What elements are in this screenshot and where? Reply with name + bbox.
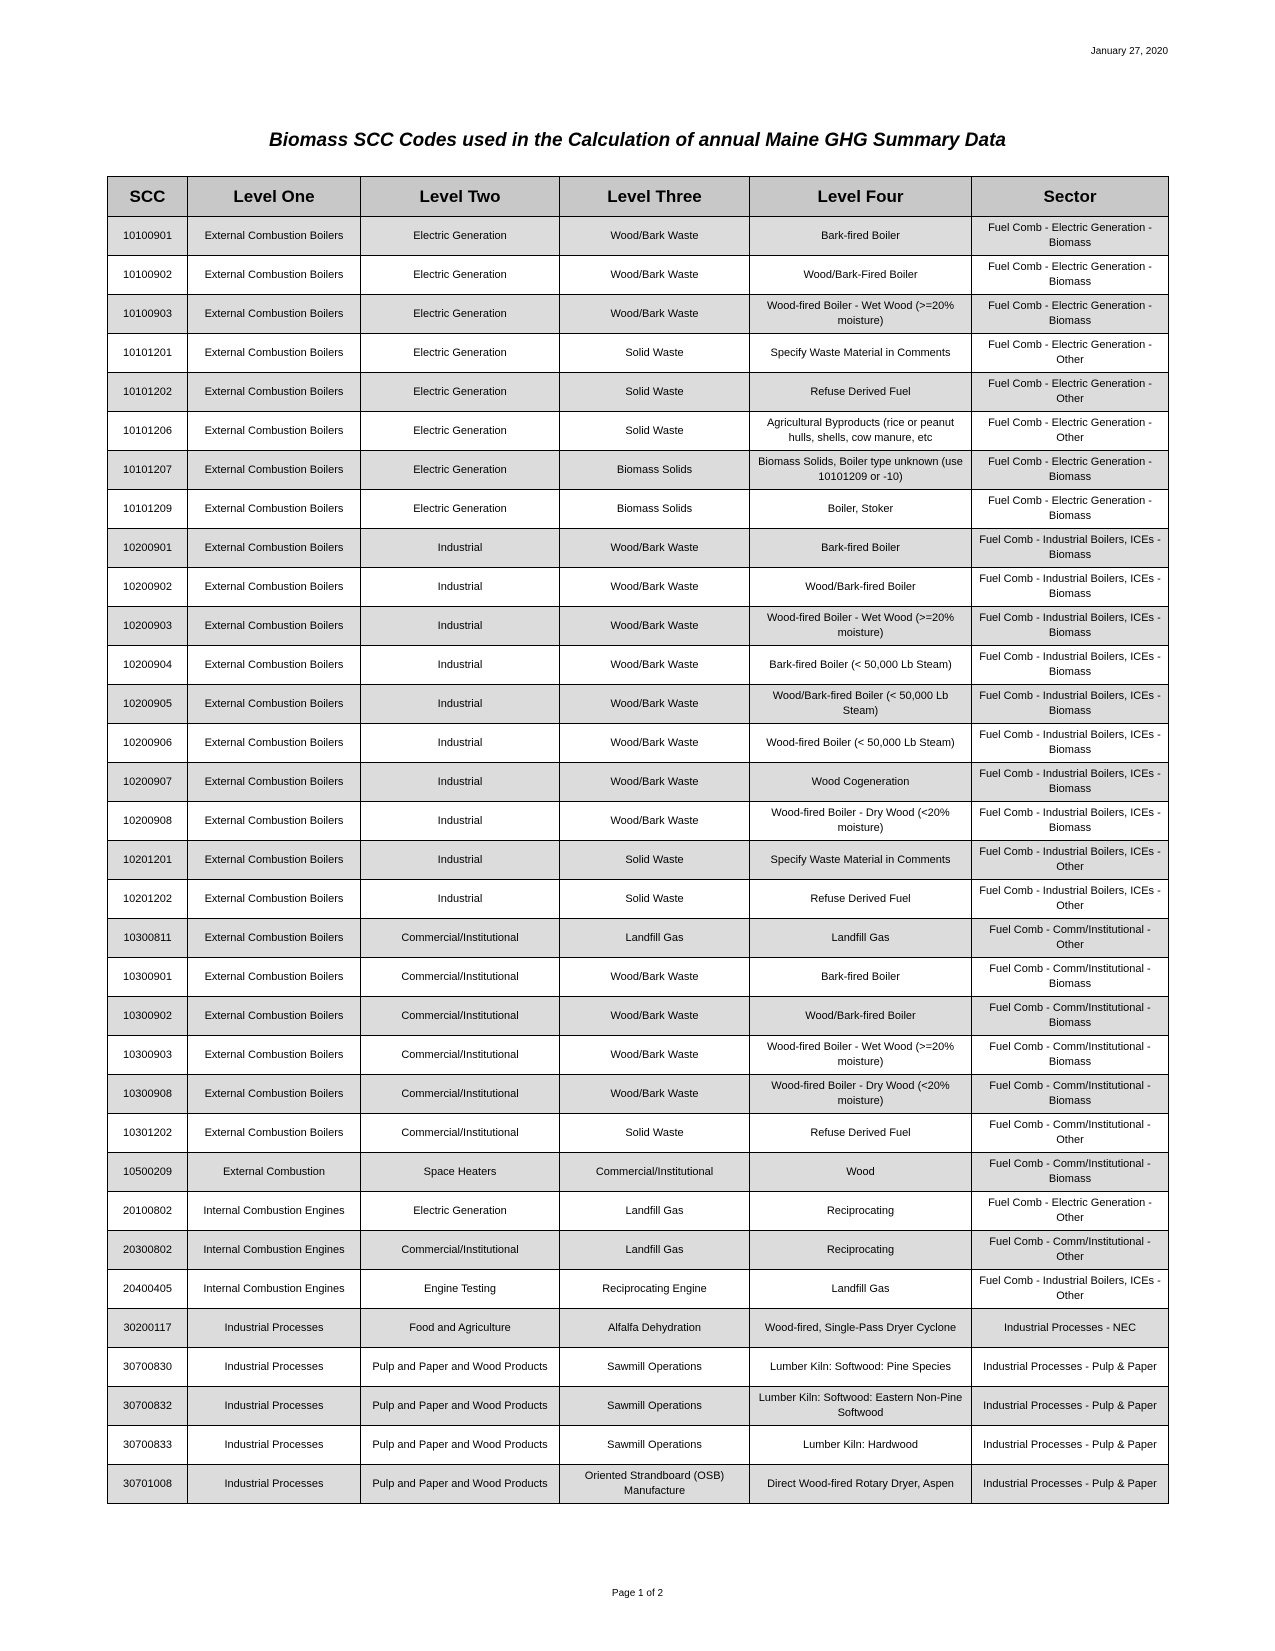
cell-level-one: External Combustion Boilers [188, 685, 361, 724]
cell-level-one: Industrial Processes [188, 1348, 361, 1387]
cell-level-three: Wood/Bark Waste [560, 763, 750, 802]
table-row [108, 412, 1169, 451]
cell-level-three: Wood/Bark Waste [560, 958, 750, 997]
table-row [108, 1036, 1169, 1075]
cell-sector: Fuel Comb - Comm/Institutional - Other [972, 919, 1169, 958]
cell-sector: Fuel Comb - Industrial Boilers, ICEs - Biomass [972, 646, 1169, 685]
table-row [108, 490, 1169, 529]
cell-level-two: Pulp and Paper and Wood Products [361, 1387, 560, 1426]
cell-scc: 10200905 [108, 685, 188, 724]
cell-scc: 10300903 [108, 1036, 188, 1075]
cell-level-one: External Combustion Boilers [188, 412, 361, 451]
cell-level-two: Industrial [361, 607, 560, 646]
cell-scc: 10201201 [108, 841, 188, 880]
cell-level-four: Wood/Bark-fired Boiler (< 50,000 Lb Steam) [750, 685, 972, 724]
cell-scc: 20100802 [108, 1192, 188, 1231]
cell-sector: Fuel Comb - Industrial Boilers, ICEs - Other [972, 841, 1169, 880]
cell-level-four: Specify Waste Material in Comments [750, 841, 972, 880]
cell-level-four: Wood/Bark-fired Boiler [750, 568, 972, 607]
cell-level-four: Wood [750, 1153, 972, 1192]
cell-level-three: Wood/Bark Waste [560, 256, 750, 295]
cell-sector: Fuel Comb - Industrial Boilers, ICEs - Biomass [972, 607, 1169, 646]
cell-level-one: Internal Combustion Engines [188, 1192, 361, 1231]
cell-scc: 10201202 [108, 880, 188, 919]
cell-level-four: Refuse Derived Fuel [750, 1114, 972, 1153]
cell-sector: Fuel Comb - Electric Generation - Biomass [972, 490, 1169, 529]
cell-level-three: Wood/Bark Waste [560, 1075, 750, 1114]
table-row [108, 841, 1169, 880]
cell-level-four: Landfill Gas [750, 1270, 972, 1309]
cell-scc: 10100903 [108, 295, 188, 334]
column-header-level-four: Level Four [750, 177, 972, 217]
cell-level-one: External Combustion Boilers [188, 451, 361, 490]
cell-level-two: Industrial [361, 763, 560, 802]
cell-level-one: Industrial Processes [188, 1309, 361, 1348]
cell-level-one: External Combustion Boilers [188, 334, 361, 373]
cell-level-two: Industrial [361, 529, 560, 568]
table-row [108, 880, 1169, 919]
cell-scc: 10101206 [108, 412, 188, 451]
page-title: Biomass SCC Codes used in the Calculation of annual Maine GHG Summary Data [269, 130, 1006, 151]
cell-level-three: Sawmill Operations [560, 1348, 750, 1387]
table-row [108, 568, 1169, 607]
cell-level-three: Wood/Bark Waste [560, 724, 750, 763]
cell-level-two: Engine Testing [361, 1270, 560, 1309]
cell-sector: Fuel Comb - Industrial Boilers, ICEs - Other [972, 1270, 1169, 1309]
cell-level-three: Solid Waste [560, 841, 750, 880]
cell-level-four: Wood-fired Boiler - Wet Wood (>=20% moisture) [750, 607, 972, 646]
cell-scc: 10200903 [108, 607, 188, 646]
cell-sector: Fuel Comb - Industrial Boilers, ICEs - Other [972, 880, 1169, 919]
cell-sector: Fuel Comb - Comm/Institutional - Biomass [972, 958, 1169, 997]
cell-sector: Industrial Processes - Pulp & Paper [972, 1426, 1169, 1465]
cell-sector: Fuel Comb - Comm/Institutional - Biomass [972, 1036, 1169, 1075]
table-row [108, 646, 1169, 685]
cell-level-two: Industrial [361, 724, 560, 763]
page-number: Page 1 of 2 [611, 1588, 664, 1599]
cell-scc: 10101207 [108, 451, 188, 490]
table-row [108, 1348, 1169, 1387]
cell-scc: 10200902 [108, 568, 188, 607]
cell-level-two: Industrial [361, 685, 560, 724]
table-row [108, 958, 1169, 997]
cell-level-one: Industrial Processes [188, 1426, 361, 1465]
cell-scc: 30700830 [108, 1348, 188, 1387]
cell-level-two: Pulp and Paper and Wood Products [361, 1426, 560, 1465]
cell-level-four: Lumber Kiln: Softwood: Eastern Non-Pine Softwood [750, 1387, 972, 1426]
cell-scc: 10200907 [108, 763, 188, 802]
cell-level-four: Wood-fired Boiler - Wet Wood (>=20% moisture) [750, 1036, 972, 1075]
cell-level-three: Oriented Strandboard (OSB) Manufacture [560, 1465, 750, 1504]
table-row [108, 919, 1169, 958]
cell-sector: Fuel Comb - Electric Generation - Other [972, 373, 1169, 412]
cell-level-two: Commercial/Institutional [361, 958, 560, 997]
cell-level-four: Bark-fired Boiler (< 50,000 Lb Steam) [750, 646, 972, 685]
cell-level-one: Industrial Processes [188, 1387, 361, 1426]
cell-scc: 10200908 [108, 802, 188, 841]
cell-level-one: External Combustion Boilers [188, 1114, 361, 1153]
cell-scc: 30700833 [108, 1426, 188, 1465]
table-row [108, 763, 1169, 802]
table-row [108, 256, 1169, 295]
cell-level-one: External Combustion Boilers [188, 568, 361, 607]
cell-level-three: Wood/Bark Waste [560, 295, 750, 334]
cell-sector: Industrial Processes - Pulp & Paper [972, 1465, 1169, 1504]
table-row [108, 1270, 1169, 1309]
cell-sector: Fuel Comb - Comm/Institutional - Biomass [972, 1075, 1169, 1114]
cell-scc: 10200904 [108, 646, 188, 685]
cell-level-one: External Combustion Boilers [188, 1075, 361, 1114]
cell-level-two: Electric Generation [361, 451, 560, 490]
cell-level-four: Refuse Derived Fuel [750, 373, 972, 412]
cell-level-one: External Combustion Boilers [188, 217, 361, 256]
cell-level-one: External Combustion Boilers [188, 373, 361, 412]
document-date: January 27, 2020 [1090, 46, 1168, 57]
cell-level-one: External Combustion Boilers [188, 607, 361, 646]
cell-level-three: Wood/Bark Waste [560, 529, 750, 568]
cell-level-two: Pulp and Paper and Wood Products [361, 1465, 560, 1504]
table-row [108, 997, 1169, 1036]
cell-level-four: Bark-fired Boiler [750, 529, 972, 568]
cell-sector: Fuel Comb - Comm/Institutional - Biomass [972, 997, 1169, 1036]
cell-level-one: External Combustion Boilers [188, 295, 361, 334]
cell-level-one: External Combustion Boilers [188, 529, 361, 568]
cell-level-two: Electric Generation [361, 334, 560, 373]
cell-scc: 10300901 [108, 958, 188, 997]
table-row [108, 1153, 1169, 1192]
cell-scc: 30700832 [108, 1387, 188, 1426]
column-header-scc: SCC [108, 177, 188, 217]
cell-level-four: Lumber Kiln: Hardwood [750, 1426, 972, 1465]
cell-level-four: Direct Wood-fired Rotary Dryer, Aspen [750, 1465, 972, 1504]
cell-level-four: Wood-fired Boiler - Dry Wood (<20% moisture) [750, 1075, 972, 1114]
cell-sector: Fuel Comb - Electric Generation - Biomass [972, 217, 1169, 256]
cell-scc: 10300811 [108, 919, 188, 958]
cell-scc: 10300902 [108, 997, 188, 1036]
cell-level-one: External Combustion [188, 1153, 361, 1192]
cell-level-three: Alfalfa Dehydration [560, 1309, 750, 1348]
cell-level-two: Food and Agriculture [361, 1309, 560, 1348]
cell-level-two: Commercial/Institutional [361, 919, 560, 958]
cell-level-three: Commercial/Institutional [560, 1153, 750, 1192]
cell-level-two: Commercial/Institutional [361, 1231, 560, 1270]
cell-level-one: External Combustion Boilers [188, 802, 361, 841]
cell-scc: 10500209 [108, 1153, 188, 1192]
cell-level-two: Electric Generation [361, 256, 560, 295]
cell-sector: Industrial Processes - Pulp & Paper [972, 1387, 1169, 1426]
cell-level-two: Commercial/Institutional [361, 1036, 560, 1075]
column-header-level-one: Level One [188, 177, 361, 217]
cell-level-one: External Combustion Boilers [188, 997, 361, 1036]
table-row [108, 1426, 1169, 1465]
cell-level-two: Electric Generation [361, 490, 560, 529]
table-row [108, 1075, 1169, 1114]
cell-level-three: Wood/Bark Waste [560, 646, 750, 685]
cell-level-three: Solid Waste [560, 373, 750, 412]
cell-level-two: Commercial/Institutional [361, 1114, 560, 1153]
cell-scc: 10200901 [108, 529, 188, 568]
table-row [108, 217, 1169, 256]
cell-level-one: External Combustion Boilers [188, 256, 361, 295]
cell-level-three: Solid Waste [560, 1114, 750, 1153]
cell-level-two: Industrial [361, 841, 560, 880]
cell-level-two: Industrial [361, 646, 560, 685]
cell-level-four: Landfill Gas [750, 919, 972, 958]
cell-scc: 20300802 [108, 1231, 188, 1270]
cell-level-four: Bark-fired Boiler [750, 958, 972, 997]
cell-sector: Fuel Comb - Industrial Boilers, ICEs - Biomass [972, 529, 1169, 568]
cell-level-three: Reciprocating Engine [560, 1270, 750, 1309]
cell-level-four: Wood Cogeneration [750, 763, 972, 802]
cell-level-one: Industrial Processes [188, 1465, 361, 1504]
cell-level-one: External Combustion Boilers [188, 724, 361, 763]
cell-level-one: External Combustion Boilers [188, 1036, 361, 1075]
cell-level-three: Wood/Bark Waste [560, 802, 750, 841]
cell-scc: 10101201 [108, 334, 188, 373]
table-row [108, 1465, 1169, 1504]
cell-level-three: Sawmill Operations [560, 1387, 750, 1426]
cell-sector: Fuel Comb - Comm/Institutional - Biomass [972, 1153, 1169, 1192]
cell-level-two: Space Heaters [361, 1153, 560, 1192]
cell-scc: 10101202 [108, 373, 188, 412]
cell-sector: Fuel Comb - Electric Generation - Biomass [972, 451, 1169, 490]
cell-sector: Fuel Comb - Industrial Boilers, ICEs - Biomass [972, 724, 1169, 763]
column-header-level-three: Level Three [560, 177, 750, 217]
cell-level-three: Sawmill Operations [560, 1426, 750, 1465]
cell-scc: 10100901 [108, 217, 188, 256]
cell-scc: 10301202 [108, 1114, 188, 1153]
cell-sector: Fuel Comb - Industrial Boilers, ICEs - Biomass [972, 763, 1169, 802]
cell-level-two: Electric Generation [361, 295, 560, 334]
cell-level-four: Wood-fired, Single-Pass Dryer Cyclone [750, 1309, 972, 1348]
cell-level-four: Wood-fired Boiler - Dry Wood (<20% moisture) [750, 802, 972, 841]
cell-level-two: Commercial/Institutional [361, 997, 560, 1036]
cell-scc: 10100902 [108, 256, 188, 295]
cell-sector: Fuel Comb - Comm/Institutional - Other [972, 1114, 1169, 1153]
cell-sector: Fuel Comb - Electric Generation - Other [972, 1192, 1169, 1231]
cell-level-four: Lumber Kiln: Softwood: Pine Species [750, 1348, 972, 1387]
cell-level-two: Electric Generation [361, 373, 560, 412]
cell-level-four: Reciprocating [750, 1231, 972, 1270]
cell-level-one: External Combustion Boilers [188, 919, 361, 958]
cell-level-three: Wood/Bark Waste [560, 217, 750, 256]
table-row [108, 1114, 1169, 1153]
table-row [108, 1192, 1169, 1231]
cell-level-three: Biomass Solids [560, 490, 750, 529]
cell-level-two: Electric Generation [361, 412, 560, 451]
cell-level-three: Biomass Solids [560, 451, 750, 490]
cell-level-one: External Combustion Boilers [188, 646, 361, 685]
cell-level-two: Pulp and Paper and Wood Products [361, 1348, 560, 1387]
table-header-row [108, 177, 1169, 217]
cell-level-one: External Combustion Boilers [188, 841, 361, 880]
cell-level-three: Wood/Bark Waste [560, 568, 750, 607]
cell-level-three: Wood/Bark Waste [560, 997, 750, 1036]
cell-level-two: Industrial [361, 568, 560, 607]
cell-scc: 30200117 [108, 1309, 188, 1348]
table-row [108, 529, 1169, 568]
cell-level-four: Wood-fired Boiler - Wet Wood (>=20% moisture) [750, 295, 972, 334]
table-row [108, 685, 1169, 724]
table-row [108, 724, 1169, 763]
cell-level-four: Wood/Bark-fired Boiler [750, 997, 972, 1036]
cell-level-one: Internal Combustion Engines [188, 1270, 361, 1309]
table-row [108, 451, 1169, 490]
cell-sector: Fuel Comb - Electric Generation - Biomass [972, 256, 1169, 295]
cell-sector: Fuel Comb - Electric Generation - Other [972, 334, 1169, 373]
cell-level-three: Solid Waste [560, 412, 750, 451]
cell-level-two: Industrial [361, 880, 560, 919]
cell-level-two: Industrial [361, 802, 560, 841]
cell-level-three: Landfill Gas [560, 1192, 750, 1231]
cell-level-four: Refuse Derived Fuel [750, 880, 972, 919]
cell-level-one: External Combustion Boilers [188, 490, 361, 529]
cell-level-two: Commercial/Institutional [361, 1075, 560, 1114]
cell-level-four: Specify Waste Material in Comments [750, 334, 972, 373]
scc-table [107, 176, 1169, 1504]
cell-sector: Fuel Comb - Industrial Boilers, ICEs - Biomass [972, 802, 1169, 841]
cell-scc: 10200906 [108, 724, 188, 763]
table-row [108, 802, 1169, 841]
table-row [108, 1309, 1169, 1348]
cell-level-three: Landfill Gas [560, 1231, 750, 1270]
cell-level-three: Landfill Gas [560, 919, 750, 958]
cell-level-four: Biomass Solids, Boiler type unknown (use 10101209 or -10) [750, 451, 972, 490]
cell-sector: Fuel Comb - Electric Generation - Other [972, 412, 1169, 451]
cell-level-four: Boiler, Stoker [750, 490, 972, 529]
cell-level-three: Wood/Bark Waste [560, 607, 750, 646]
cell-level-three: Solid Waste [560, 880, 750, 919]
cell-scc: 10300908 [108, 1075, 188, 1114]
table-row [108, 334, 1169, 373]
cell-level-three: Wood/Bark Waste [560, 685, 750, 724]
cell-level-four: Agricultural Byproducts (rice or peanut hulls, shells, cow manure, etc [750, 412, 972, 451]
cell-scc: 20400405 [108, 1270, 188, 1309]
cell-level-four: Wood/Bark-Fired Boiler [750, 256, 972, 295]
cell-level-four: Wood-fired Boiler (< 50,000 Lb Steam) [750, 724, 972, 763]
table-row [108, 373, 1169, 412]
cell-level-one: Internal Combustion Engines [188, 1231, 361, 1270]
cell-level-four: Bark-fired Boiler [750, 217, 972, 256]
cell-sector: Fuel Comb - Industrial Boilers, ICEs - Biomass [972, 568, 1169, 607]
cell-level-three: Wood/Bark Waste [560, 1036, 750, 1075]
cell-scc: 10101209 [108, 490, 188, 529]
table-body [108, 217, 1169, 1504]
cell-sector: Fuel Comb - Electric Generation - Biomass [972, 295, 1169, 334]
cell-level-three: Solid Waste [560, 334, 750, 373]
cell-level-two: Electric Generation [361, 1192, 560, 1231]
column-header-level-two: Level Two [361, 177, 560, 217]
cell-sector: Fuel Comb - Comm/Institutional - Other [972, 1231, 1169, 1270]
cell-sector: Industrial Processes - NEC [972, 1309, 1169, 1348]
table-row [108, 1231, 1169, 1270]
table-row [108, 295, 1169, 334]
cell-level-one: External Combustion Boilers [188, 958, 361, 997]
cell-sector: Industrial Processes - Pulp & Paper [972, 1348, 1169, 1387]
cell-level-four: Reciprocating [750, 1192, 972, 1231]
table-row [108, 1387, 1169, 1426]
column-header-sector: Sector [972, 177, 1169, 217]
cell-level-two: Electric Generation [361, 217, 560, 256]
cell-sector: Fuel Comb - Industrial Boilers, ICEs - Biomass [972, 685, 1169, 724]
cell-level-one: External Combustion Boilers [188, 880, 361, 919]
cell-level-one: External Combustion Boilers [188, 763, 361, 802]
table-row [108, 607, 1169, 646]
cell-scc: 30701008 [108, 1465, 188, 1504]
